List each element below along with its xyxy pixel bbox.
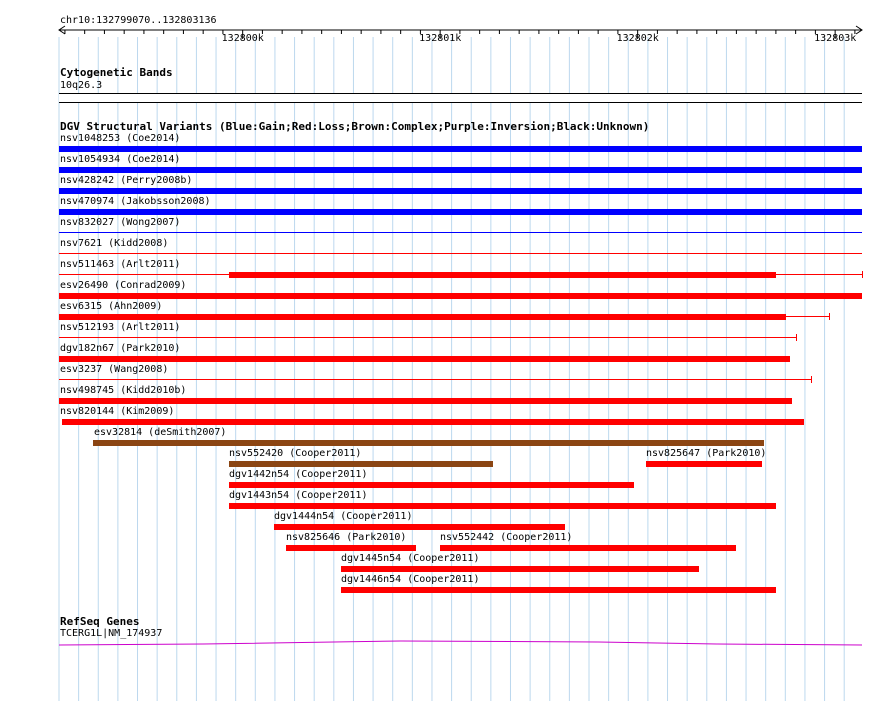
ruler-tick-label: 132803k: [814, 33, 857, 44]
variant-label: nsv470974 (Jakobsson2008): [60, 196, 211, 207]
ruler-tick-label: 132800k: [221, 33, 264, 44]
variant-label: nsv428242 (Perry2008b): [60, 175, 193, 186]
variant-label: esv3237 (Wang2008): [60, 364, 169, 375]
variant-label: nsv820144 (Kim2009): [60, 406, 175, 417]
variant-label: esv6315 (Ahn2009): [60, 301, 163, 312]
cytoband-track[interactable]: [59, 93, 862, 103]
variant-label: esv26490 (Conrad2009): [60, 280, 187, 291]
variant-label: dgv182n67 (Park2010): [60, 343, 181, 354]
variant-label: nsv832027 (Wong2007): [60, 217, 181, 228]
variant-label: nsv552420 (Cooper2011): [229, 448, 362, 459]
cytoband-title: Cytogenetic Bands: [60, 66, 173, 79]
variant-label: dgv1442n54 (Cooper2011): [229, 469, 368, 480]
variant-label: nsv1048253 (Coe2014): [60, 133, 181, 144]
ruler-tick-label: 132801k: [419, 33, 462, 44]
variant-label: dgv1445n54 (Cooper2011): [341, 553, 480, 564]
variant-label: esv32814 (deSmith2007): [94, 427, 227, 438]
refseq-gene-track[interactable]: [0, 635, 890, 655]
region-label: chr10:132799070..132803136: [60, 15, 217, 26]
variant-label: dgv1446n54 (Cooper2011): [341, 574, 480, 585]
ruler-tick-label: 132802k: [616, 33, 659, 44]
variant-label: dgv1443n54 (Cooper2011): [229, 490, 368, 501]
refseq-title: RefSeq Genes: [60, 615, 140, 628]
variant-label: nsv512193 (Arlt2011): [60, 322, 181, 333]
variant-label: nsv1054934 (Coe2014): [60, 154, 181, 165]
variant-label: nsv7621 (Kidd2008): [60, 238, 169, 249]
variant-label: nsv825647 (Park2010): [646, 448, 767, 459]
refseq-gene-label: TCERG1L|NM_174937: [60, 628, 163, 639]
variant-label: nsv825646 (Park2010): [286, 532, 407, 543]
gene-intron-line: [59, 641, 862, 645]
dgv-track-title: DGV Structural Variants (Blue:Gain;Red:Loss;Brown:Complex;Purple:Inversion;Black:Unknown): [60, 120, 650, 133]
variant-label: nsv498745 (Kidd2010b): [60, 385, 187, 396]
variant-label: dgv1444n54 (Cooper2011): [274, 511, 413, 522]
cytoband-label: 10q26.3: [60, 80, 103, 91]
variant-label: nsv552442 (Cooper2011): [440, 532, 573, 543]
variant-label: nsv511463 (Arlt2011): [60, 259, 181, 270]
